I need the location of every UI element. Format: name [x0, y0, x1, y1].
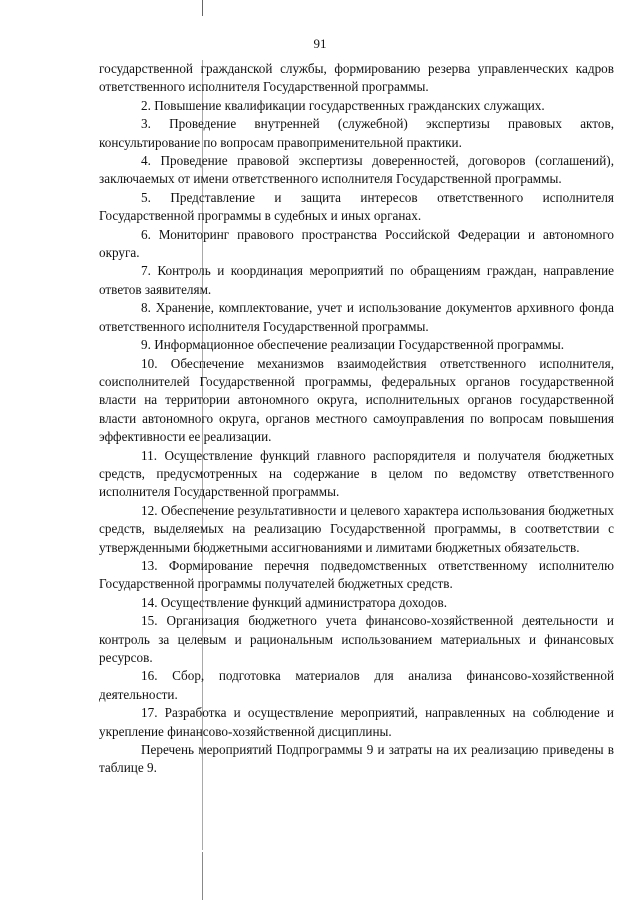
paragraph: 2. Повышение квалификации государственных гражданских служащих.: [141, 97, 545, 113]
paragraph: 10. Обеспечение механизмов взаимодействия ответственного исполнителя, соисполнителей Государственной программы, федеральных органов государственной власти на территории автономного округа, исполнительных органов государственной власти автономного округа, органов местного самоуправления по вопросам повышения эффективности ее реализации.: [99, 355, 614, 445]
paragraph: 15. Организация бюджетного учета финансово-хозяйственной деятельности и контроль за целевым и рациональным использованием материальных и финансовых ресурсов.: [99, 613, 614, 665]
scan-artifact-line: [202, 0, 203, 16]
paragraph: Перечень мероприятий Подпрограммы 9 и затраты на их реализацию приведены в таблице 9.: [99, 742, 614, 776]
scan-artifact-line: [202, 852, 203, 900]
paragraph: 8. Хранение, комплектование, учет и использование документов архивного фонда ответственного исполнителя Государственной программы.: [99, 300, 614, 334]
paragraph: государственной гражданской службы, формированию резерва управленческих кадров ответственного исполнителя Государственной программы.: [99, 61, 614, 95]
page-number: 91: [313, 36, 327, 51]
paragraph: 12. Обеспечение результативности и целевого характера использования бюджетных средств, выделяемых на реализацию Государственной программы, в соответствии с утвержденными бюджетными ассигнованиями и лимитами бюджетных обязательств.: [99, 502, 614, 555]
paragraph: 9. Информационное обеспечение реализации Государственной программы.: [141, 337, 564, 353]
paragraph: 6. Мониторинг правового пространства Российской Федерации и автономного округа.: [99, 226, 614, 261]
paragraph: 17. Разработка и осуществление мероприятий, направленных на соблюдение и укрепление финансово-хозяйственной дисциплины.: [99, 705, 614, 739]
document-body: [99, 60, 614, 778]
paragraph: 14. Осуществление функций администратора доходов.: [141, 594, 448, 610]
paragraph: 3. Проведение внутренней (служебной) экспертизы правовых актов, консультирование по вопросам правоприменительной практики.: [99, 116, 614, 150]
paragraph: 7. Контроль и координация мероприятий по обращениям граждан, направление ответов заявителям.: [99, 263, 614, 297]
paragraph: 16. Сбор, подготовка материалов для анализа финансово-хозяйственной деятельности.: [99, 668, 614, 702]
paragraph: 4. Проведение правовой экспертизы доверенностей, договоров (соглашений), заключаемых от имени ответственного исполнителя Государственной программы.: [99, 153, 614, 187]
paragraph: 11. Осуществление функций главного распорядителя и получателя бюджетных средств, предусмотренных на содержание в целом по ведомству ответственного исполнителя Государственной программы.: [99, 447, 614, 500]
paragraph: 13. Формирование перечня подведомственных ответственному исполнителю Государственной программы получателей бюджетных средств.: [99, 557, 614, 592]
paragraph: 5. Представление и защита интересов ответственного исполнителя Государственной программы в судебных и иных органах.: [99, 189, 614, 224]
